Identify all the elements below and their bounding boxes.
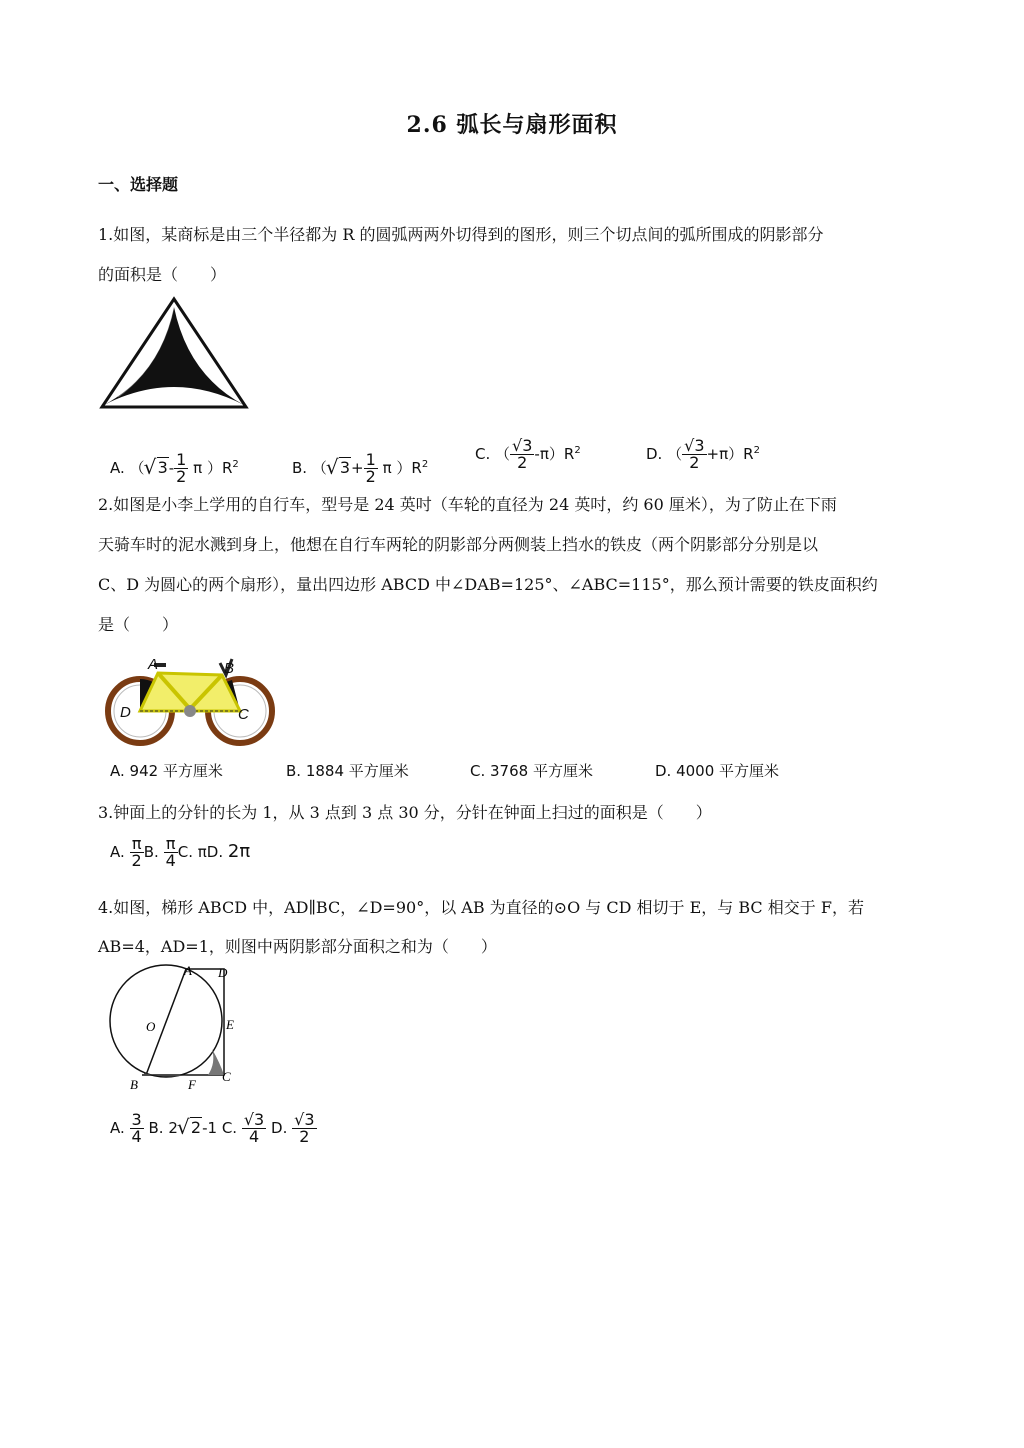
q3-option-c-d[interactable]: C. πD.	[177, 843, 224, 861]
q1-option-c-exp: 2	[574, 445, 581, 456]
q1-option-c-num: √3	[512, 436, 533, 455]
q2-text-line1: 2.如图是小李上学用的自行车，型号是 24 英吋（车轮的直径为 24 英吋，约 60 厘米），为了防止在下雨	[98, 495, 837, 514]
q3-option-a-num: π	[130, 836, 144, 853]
q3-options	[110, 836, 250, 869]
q4-option-c[interactable]	[221, 1110, 266, 1146]
q2-figure-bicycle	[104, 645, 276, 747]
q4-option-b-radicand: 2	[190, 1118, 202, 1137]
q1-text-line2: 的面积是（ ）	[98, 265, 227, 284]
q1-option-a-fraction	[174, 452, 188, 485]
q1-option-a[interactable]	[110, 452, 239, 485]
q4-text-line1: 4.如图，梯形 ABCD 中，AD∥BC，∠D=90°，以 AB 为直径的⊙O 与 CD 相切于 E，与 BC 相交于 F，若	[98, 898, 864, 917]
q3-option-b[interactable]	[143, 834, 178, 870]
q4-fig-label-b: B	[130, 1077, 138, 1091]
q2-text-line2: 天骑车时的泥水溅到身上，他想在自行车两轮的阴影部分两侧装上挡水的铁皮（两个阴影部分分别是以	[98, 535, 819, 554]
q4-option-d-num: √3	[294, 1110, 315, 1129]
q1-text-line1: 1.如图，某商标是由三个半径都为 R 的圆弧两两外切得到的图形，则三个切点间的弧所围成的阴影部分	[98, 225, 824, 244]
q4-option-a-den: 4	[131, 1127, 142, 1146]
q1-option-a-open: （	[129, 459, 145, 477]
page-title: 2.6 弧长与扇形面积	[406, 112, 618, 138]
q4-text-line2: AB=4，AD=1，则图中两阴影部分面积之和为（ ）	[98, 937, 497, 956]
q3-option-d-value: 2π	[227, 841, 251, 862]
q1-option-c-label: C.	[475, 445, 491, 463]
q1-option-a-num: 1	[176, 450, 187, 469]
q1-option-a-op: -	[168, 459, 175, 477]
q3-option-b-fraction	[164, 836, 178, 869]
q1-option-a-r: R	[221, 459, 233, 477]
q1-option-a-label: A.	[110, 459, 125, 477]
q4-option-a-num: 3	[131, 1110, 142, 1129]
q3-option-b-label: B.	[143, 843, 159, 861]
q1-option-d-fraction	[682, 438, 706, 471]
q4-fig-label-e: E	[226, 1017, 234, 1032]
q3-option-a-fraction	[130, 836, 144, 869]
q2-fig-label-b: B	[224, 660, 235, 677]
q1-option-d-open: （	[667, 445, 683, 463]
q4-option-c-num: √3	[243, 1110, 265, 1129]
q4-option-a[interactable]	[110, 1110, 144, 1146]
q4-option-c-den: 4	[248, 1127, 260, 1146]
q3-text-line1: 3.钟面上的分针的长为 1，从 3 点到 3 点 30 分，分针在钟面上扫过的面积是（ ）	[98, 803, 712, 822]
q1-option-b-op: +	[351, 459, 364, 477]
q1-option-c-r: R	[563, 445, 575, 463]
q4-option-c-fraction	[242, 1112, 266, 1145]
q1-option-b-fraction	[364, 452, 378, 485]
q1-option-d-op: +π	[706, 445, 729, 463]
q1-option-c-open: （	[495, 445, 511, 463]
q1-option-c-fraction	[510, 438, 534, 471]
q1-option-d-r: R	[743, 445, 754, 463]
q1-option-b-den: 2	[365, 467, 376, 486]
q4-options	[110, 1112, 317, 1145]
q1-option-b-num: 1	[365, 450, 376, 469]
q4-option-d[interactable]	[271, 1110, 316, 1146]
q2-option-d[interactable]: D. 4000 平方厘米	[655, 762, 780, 780]
q2-fig-label-c: C	[238, 706, 249, 723]
q1-option-b-label: B.	[292, 459, 308, 477]
q1-option-b-pi: π	[382, 459, 392, 477]
q1-option-b-open: （	[311, 459, 327, 477]
q1-option-b-radicand: 3	[339, 458, 351, 477]
q4-option-a-fraction	[130, 1112, 144, 1145]
q1-option-d-den: 2	[689, 453, 700, 472]
q1-option-a-close: ）	[206, 459, 222, 477]
q4-option-c-label: C.	[221, 1119, 238, 1137]
q1-option-c-den: 2	[517, 453, 528, 472]
q1-option-c-op: -π	[534, 445, 549, 463]
q2-fig-label-a: A	[148, 656, 159, 673]
q1-option-b-close: ）	[396, 459, 412, 477]
q4-fig-label-d: D	[218, 965, 228, 980]
q1-option-a-exp: 2	[232, 459, 239, 470]
q1-option-d[interactable]	[646, 438, 760, 471]
q1-option-a-radical	[145, 458, 169, 477]
q3-option-b-num: π	[164, 836, 178, 853]
q4-fig-label-a: A	[184, 963, 192, 978]
q1-option-b-r: R	[411, 459, 422, 477]
q1-option-c-close: ）	[548, 445, 564, 463]
q1-option-d-label: D.	[646, 445, 663, 463]
q1-option-a-pi: π	[193, 459, 203, 477]
q2-option-a[interactable]: A. 942 平方厘米	[110, 762, 223, 780]
q1-option-d-exp: 2	[753, 445, 760, 456]
q1-option-c[interactable]	[475, 438, 581, 471]
q1-option-d-num: √3	[684, 436, 705, 455]
q4-option-d-label: D.	[271, 1119, 288, 1137]
q1-option-b-exp: 2	[421, 459, 429, 470]
q3-option-a-label: A.	[110, 843, 125, 861]
q4-fig-label-c: C	[222, 1069, 231, 1084]
q1-figure-triangle-logo	[98, 295, 250, 413]
q1-option-a-den: 2	[176, 467, 187, 486]
q4-option-b-tail: -1	[202, 1119, 218, 1137]
q1-option-b-radical	[327, 458, 351, 477]
q4-fig-label-f: F	[188, 1077, 196, 1091]
q1-option-d-close: ）	[728, 445, 744, 463]
q4-option-b[interactable]	[149, 1119, 218, 1137]
q4-option-b-label: B. 2	[148, 1119, 178, 1137]
q2-text-line3: C、D 为圆心的两个扇形），量出四边形 ABCD 中∠DAB=125°、∠ABC=115°，那么预计需要的铁皮面积约	[98, 575, 878, 594]
q2-fig-label-d: D	[120, 704, 131, 721]
section-heading: 一、选择题	[98, 175, 179, 194]
q2-option-c[interactable]: C. 3768 平方厘米	[470, 762, 593, 780]
q3-option-b-den: 4	[165, 851, 176, 870]
q4-option-d-fraction	[292, 1112, 316, 1145]
q4-option-a-label: A.	[110, 1119, 125, 1137]
q2-option-b[interactable]: B. 1884 平方厘米	[286, 762, 409, 780]
q1-option-a-radicand: 3	[157, 458, 168, 477]
q3-option-a-den: 2	[131, 851, 142, 870]
q4-option-b-radical	[178, 1118, 202, 1137]
q2-text-line4: 是（ ）	[98, 615, 179, 634]
q4-fig-label-o: O	[146, 1019, 156, 1034]
q1-option-b[interactable]	[292, 452, 428, 485]
q4-figure-trapezoid-circle	[104, 963, 244, 1091]
q3-option-a[interactable]	[110, 834, 144, 870]
q4-option-d-den: 2	[299, 1127, 310, 1146]
